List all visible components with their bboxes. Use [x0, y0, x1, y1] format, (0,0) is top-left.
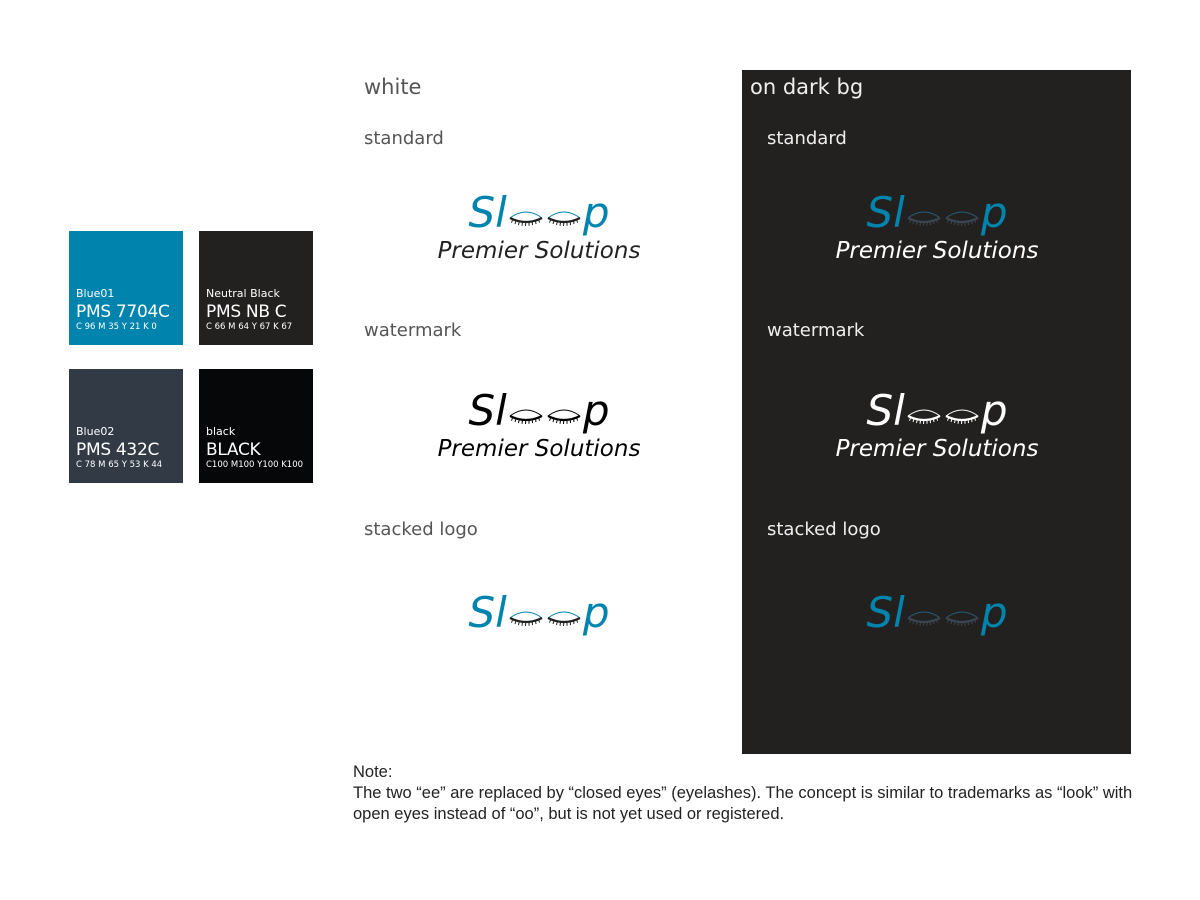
logo-suffix: p: [980, 386, 1008, 435]
closed-eye-icon: [944, 609, 980, 627]
closed-eye-icon: [546, 609, 582, 627]
logo-stacked-white: [389, 590, 689, 636]
note: [353, 762, 1153, 825]
logo-suffix: p: [582, 188, 610, 237]
logo-standard-white: [389, 190, 689, 264]
swatch-pms: PMS NB C: [206, 302, 287, 322]
closed-eye-icon: [508, 209, 544, 227]
swatch-neutral-black: [199, 231, 313, 345]
white-stacked-label: stacked logo: [364, 519, 478, 540]
dark-background-panel: [742, 70, 1131, 754]
swatch-blue02: [69, 369, 183, 483]
swatch-blue01: [69, 231, 183, 345]
logo-stacked-dark: [787, 590, 1087, 636]
closed-eye-icon: [906, 609, 942, 627]
closed-eye-icon: [508, 407, 544, 425]
swatch-black: [199, 369, 313, 483]
swatch-name: Neutral Black: [206, 287, 280, 300]
closed-eye-icon: [906, 407, 942, 425]
swatch-cmyk: C100 M100 Y100 K100: [206, 460, 304, 470]
closed-eye-icon: [906, 209, 942, 227]
logo-tagline: Premier Solutions: [835, 436, 1039, 462]
logo-prefix: Sl: [866, 588, 905, 637]
dark-stacked-label: stacked logo: [767, 519, 881, 540]
logo-wordmark: [866, 190, 1007, 236]
swatch-cmyk: C 96 M 35 Y 21 K 0: [76, 322, 157, 332]
logo-suffix: p: [582, 386, 610, 435]
logo-prefix: Sl: [866, 386, 905, 435]
swatch-cmyk: C 66 M 64 Y 67 K 67: [206, 322, 293, 332]
note-heading: Note:: [353, 763, 393, 781]
logo-prefix: Sl: [866, 188, 905, 237]
swatch-pms: PMS 7704C: [76, 302, 170, 322]
dark-standard-label: standard: [767, 128, 847, 149]
logo-watermark-white: [389, 388, 689, 462]
logo-prefix: Sl: [468, 588, 507, 637]
swatch-pms: PMS 432C: [76, 440, 160, 460]
logo-wordmark: [468, 190, 609, 236]
logo-suffix: p: [980, 188, 1008, 237]
logo-watermark-dark: [787, 388, 1087, 462]
swatch-name: Blue01: [76, 287, 115, 300]
closed-eye-icon: [546, 209, 582, 227]
swatch-pms: BLACK: [206, 440, 261, 460]
dark-watermark-label: watermark: [767, 320, 865, 341]
white-title: white: [364, 75, 422, 99]
logo-suffix: p: [980, 588, 1008, 637]
swatch-cmyk: C 78 M 65 Y 53 K 44: [76, 460, 163, 470]
dark-title: on dark bg: [750, 75, 864, 99]
swatch-name: Blue02: [76, 425, 115, 438]
logo-prefix: Sl: [468, 188, 507, 237]
closed-eye-icon: [944, 407, 980, 425]
logo-suffix: p: [582, 588, 610, 637]
note-body: The two “ee” are replaced by “closed eyes” (eyelashes). The concept is similar to trademarks as “look” with open eyes instead of “oo”, but is not yet used or registered.: [353, 784, 1133, 823]
logo-tagline: Premier Solutions: [437, 436, 641, 462]
logo-wordmark: [468, 388, 609, 434]
closed-eye-icon: [944, 209, 980, 227]
swatch-name: black: [206, 425, 236, 438]
closed-eye-icon: [546, 407, 582, 425]
logo-tagline: Premier Solutions: [835, 238, 1039, 264]
logo-standard-dark: [787, 190, 1087, 264]
logo-wordmark: [866, 388, 1007, 434]
closed-eye-icon: [508, 609, 544, 627]
logo-wordmark: [866, 590, 1007, 636]
white-watermark-label: watermark: [364, 320, 462, 341]
logo-tagline: Premier Solutions: [437, 238, 641, 264]
logo-prefix: Sl: [468, 386, 507, 435]
white-standard-label: standard: [364, 128, 444, 149]
logo-wordmark: [468, 590, 609, 636]
